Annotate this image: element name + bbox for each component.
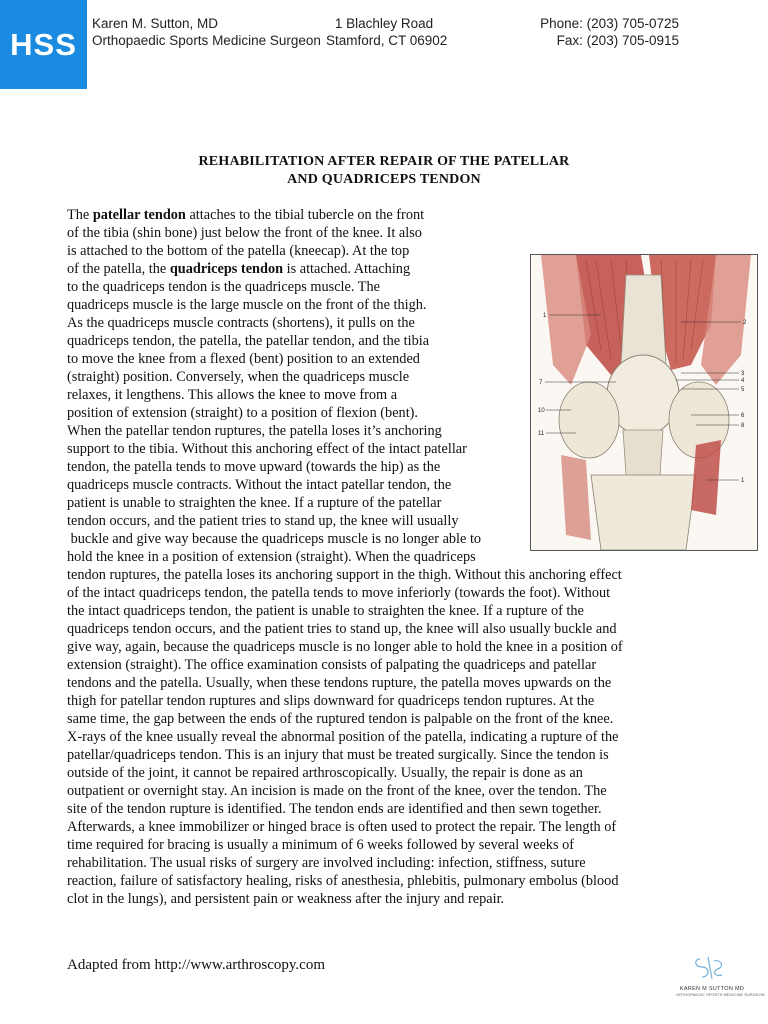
body-line: The patellar tendon attaches to the tibial tubercle on the front (67, 207, 425, 223)
body-line: clot in the lungs), and persistent pain or weakness after the injury and repair. (67, 891, 505, 907)
body-line: relaxes, it lengthens. This allows the knee to move from a (67, 387, 398, 403)
figure-label: 3 (741, 371, 745, 377)
body-line: buckle and give way because the quadriceps muscle is no longer able to (67, 531, 482, 547)
document-title (100, 153, 668, 189)
figure-label: 1 (741, 478, 745, 484)
body-line: tendons and the patella. Usually, when these tendons rupture, the patella moves upwards on the (67, 675, 612, 691)
figure-label: 4 (741, 378, 745, 384)
doctor-specialty: Orthopaedic Sports Medicine Surgeon (92, 33, 321, 48)
hss-logo (0, 0, 87, 89)
header-contact (540, 15, 679, 49)
body-line: same time, the gap between the ends of the ruptured tendon is palpable on the front of the knee. (67, 711, 614, 727)
signature-monogram-icon (692, 955, 732, 981)
body-line: tendon occurs, and the patient tries to stand up, the knee will usually (67, 513, 459, 529)
body-line: position of extension (straight) to a position of flexion (bent). (67, 405, 419, 421)
term-patellar-tendon: patellar tendon (92, 207, 186, 223)
body-line: Afterwards, a knee immobilizer or hinged brace is often used to protect the repair. The length of (67, 819, 617, 835)
body-line: tendon ruptures, the patella loses its anchoring support in the thigh. Without this anchoring effect (67, 567, 622, 583)
body-line: hold the knee in a position of extension (straight). When the quadriceps (67, 549, 476, 565)
figure-label: 7 (539, 380, 543, 386)
fax-number: Fax: (203) 705-0915 (556, 33, 679, 48)
figure-label: 10 (538, 408, 545, 414)
header-doctor (92, 15, 321, 49)
hss-logo-text: HSS (10, 26, 77, 62)
body-line: quadriceps tendon, the patella, the patellar tendon, and the tibia (67, 333, 430, 349)
signature-name: KAREN M SUTTON MD (679, 986, 745, 992)
body-line: of the patella, the quadriceps tendon is attached. Attaching (67, 261, 411, 277)
body-line: of the tibia (shin bone) just below the front of the knee. It also (67, 225, 422, 241)
body-line: is attached to the bottom of the patella (kneecap). At the top (67, 243, 410, 259)
figure-label: 6 (741, 413, 745, 419)
body-line: to move the knee from a flexed (bent) position to an extended (67, 351, 420, 367)
body-line: site of the tendon rupture is identified. The tendon ends are identified and then sewn together. (67, 801, 602, 817)
body-line: tendon, the patella tends to move upward (towards the hip) as the (67, 459, 441, 475)
figure-label: 5 (741, 387, 745, 393)
body-line: As the quadriceps muscle contracts (shortens), it pulls on the (67, 315, 415, 331)
figure-label: 2 (743, 320, 747, 326)
body-line: give way, again, because the quadriceps muscle is no longer able to hold the knee in a position of (67, 639, 623, 655)
body-line: patellar/quadriceps tendon. This is an injury that must be treated surgically. Since the tendon is (67, 747, 609, 763)
body-line: outside of the joint, it cannot be repaired arthroscopically. Usually, the repair is done as an (67, 765, 583, 781)
term-quadriceps-tendon: quadriceps tendon (169, 261, 284, 277)
body-line: quadriceps muscle contracts. Without the intact patellar tendon, the (67, 477, 452, 493)
phone-number: Phone: (203) 705-0725 (540, 16, 679, 31)
body-line: quadriceps muscle is the large muscle on the front of the thigh. (67, 297, 427, 313)
source-attribution: Adapted from http://www.arthroscopy.com (67, 957, 325, 973)
body-line: (straight) position. Conversely, when the quadriceps muscle (67, 369, 410, 385)
body-line: X-rays of the knee usually reveal the abnormal position of the patella, indicating a rupture of the (67, 729, 619, 745)
body-line: outpatient or overnight stay. An incision is made on the front of the knee, over the tendon. The (67, 783, 607, 799)
figure-label: 11 (538, 431, 545, 437)
title-line2: AND QUADRICEPS TENDON (287, 172, 481, 187)
title-line1: REHABILITATION AFTER REPAIR OF THE PATELLAR (198, 154, 570, 169)
figure-label: 1 (543, 313, 547, 319)
body-line: to the quadriceps tendon is the quadriceps muscle. The (67, 279, 380, 295)
body-line: of the intact quadriceps tendon, the patella tends to move inferiorly (towards the foot). Without (67, 585, 611, 601)
header-address (326, 15, 448, 49)
address-line1: 1 Blachley Road (334, 16, 434, 31)
address-line2: Stamford, CT 06902 (326, 33, 448, 48)
knee-anatomy-drawing (531, 255, 757, 550)
body-line: quadriceps tendon occurs, and the patient tries to stand up, the knee will also usually buckle and (67, 621, 617, 637)
figure-label: 8 (741, 423, 745, 429)
body-line: extension (straight). The office examination consists of palpating the quadriceps and patellar (67, 657, 597, 673)
body-line: the intact quadriceps tendon, the patient is unable to straighten the knee. If a rupture of the (67, 603, 584, 619)
body-line: support to the tibia. Without this anchoring effect of the intact patellar (67, 441, 467, 457)
body-line: reaction, failure of satisfactory healing, risks of anesthesia, phlebitis, pulmonary embolus (blood (67, 873, 619, 889)
knee-anatomy-illustration (530, 254, 758, 551)
signature-subtitle: ORTHOPAEDIC SPORTS MEDICINE SURGEON (676, 992, 765, 997)
doctor-name: Karen M. Sutton, MD (92, 16, 219, 31)
body-line: rehabilitation. The usual risks of surgery are involved including: infection, stiffness, suture (67, 855, 586, 871)
body-line: time required for bracing is usually a minimum of 6 weeks followed by several weeks of (67, 837, 575, 853)
body-line: thigh for patellar tendon ruptures and slips downward for quadriceps tendon ruptures. At the (67, 693, 595, 709)
signature-logo (676, 955, 765, 997)
body-line: patient is unable to straighten the knee. If a rupture of the patellar (67, 495, 442, 511)
body-line: When the patellar tendon ruptures, the patella loses it’s anchoring (67, 423, 442, 439)
